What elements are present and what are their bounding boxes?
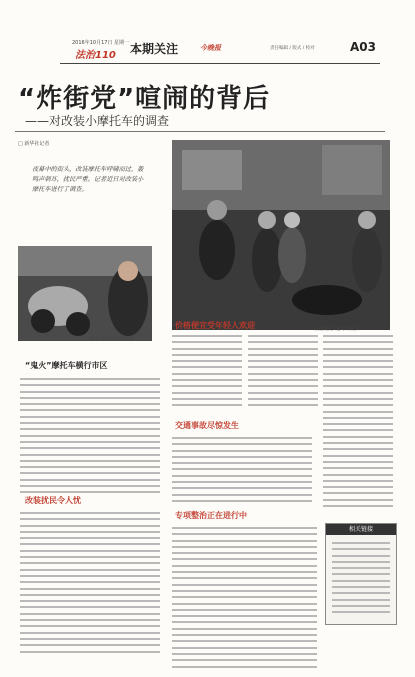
divider: [15, 131, 385, 132]
section-title: 本期关注: [130, 42, 179, 56]
page-number: A03: [350, 40, 376, 54]
photo-caption-left: “鬼火”摩托车改装现场: [88, 337, 134, 342]
byline: □ 新华社记者: [18, 141, 50, 147]
sidebar-text: [332, 542, 390, 618]
body-column: [20, 512, 160, 657]
body-column: [248, 335, 318, 411]
paper-logo: 今晚报: [200, 44, 221, 52]
body-column: [172, 335, 242, 411]
related-links-box: [325, 523, 397, 625]
police-photo: [172, 140, 390, 330]
issue-date: 2016年10月17日 星期一: [72, 40, 130, 46]
body-column: [172, 527, 317, 672]
body-column: [323, 335, 393, 511]
photo-caption-right: 民警查处“鬼火”摩托车: [315, 327, 361, 332]
masthead: [60, 33, 380, 64]
section-heading: 改装扰民令人忧: [25, 496, 81, 505]
section-heading: “鬼火”摩托车横行市区: [25, 361, 108, 370]
headline: “炸街党”喧闹的背后: [18, 84, 271, 114]
brand-logo: 法治110: [75, 50, 116, 61]
motorcycle-photo: [18, 246, 152, 341]
section-heading: 交通事故尽惊发生: [175, 421, 239, 430]
lead-paragraph: 夜幕中的街头，改装摩托车呼啸而过，轰鸣声刺耳，扰民严重。记者近日对改装小摩托车进行了调查。: [32, 166, 144, 193]
body-column: [172, 437, 312, 506]
related-links-title: 相关链接: [326, 524, 396, 535]
section-heading: 价格便宜受年轻人欢迎: [175, 321, 255, 330]
editor-info: 责任编辑 / 版式 / 校对: [270, 46, 315, 51]
section-heading: 专项整治正在进行中: [175, 511, 247, 520]
subheadline: ——对改装小摩托车的调查: [25, 114, 170, 128]
body-column: [20, 378, 160, 498]
